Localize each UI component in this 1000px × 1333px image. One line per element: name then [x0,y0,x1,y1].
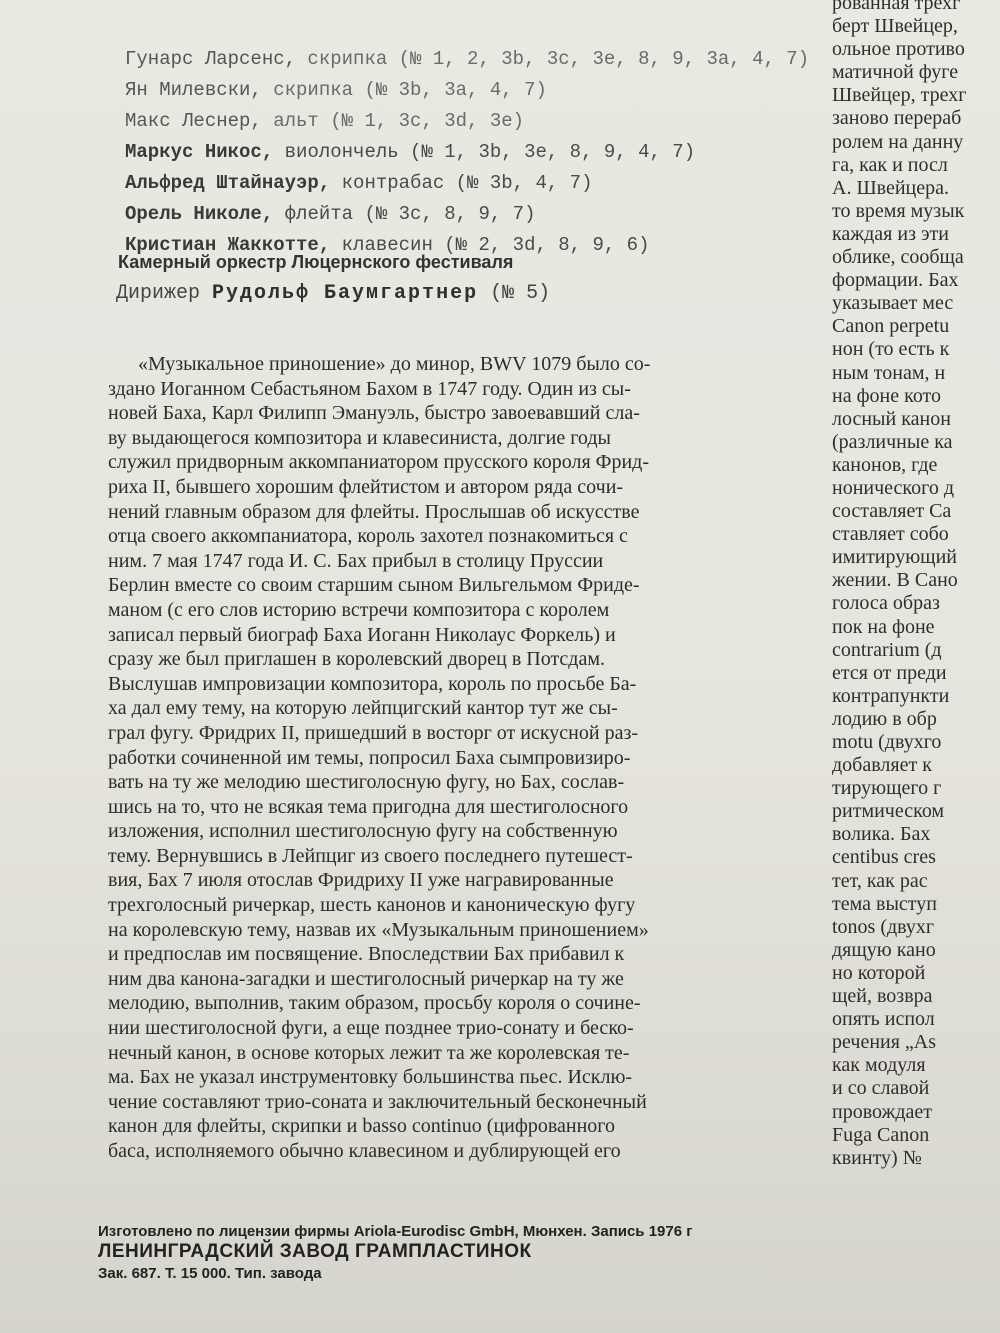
text-line: канон для флейты, скрипки и basso continuo (цифрованного [108,1115,616,1138]
performer-row [125,199,825,230]
text-line: на фоне кото [832,384,942,407]
text-line: Швейцер, трехг [832,84,967,107]
performer-name: Ян Милевски, [125,79,262,101]
text-line: нечный канон, в основе которых лежит та же королевская те- [108,1041,630,1064]
text-line: добавляет к [832,754,932,777]
performer-instrument-works: клавесин (№ 2, 3d, 8, 9, 6) [330,234,650,256]
text-line: лосный канон [832,407,951,430]
performer-row [125,75,825,106]
text-line: ным тонам, н [832,361,946,384]
text-line: тема выступ [832,892,937,915]
text-line: ритмическом [832,800,945,823]
text-line: (различные ка [832,430,953,453]
text-line: ется от преди [832,661,947,684]
text-line: матичной фуге [832,61,959,84]
text-line: вия, Бах 7 июля отослав Фридриху II уже награвированные [108,869,614,892]
text-line: мелодию, выполнив, таким образом, просьбу короля о сочине- [108,992,641,1015]
license-line: Изготовлено по лицензии фирмы Ariola-Eurodisc GmbH, Мюнхен. Запись 1976 г [98,1223,693,1240]
text-line: Canon perpetu [832,315,950,338]
performer-instrument-works: контрабас (№ 3b, 4, 7) [330,172,593,194]
text-line: маном (с его слов историю встречи композитора с королем [108,598,610,621]
text-line: Fuga Canon [832,1123,930,1146]
text-line: тет, как рас [832,869,928,892]
text-line: вать на ту же мелодию шестиголосную фугу, но Бах, сослав- [108,771,625,794]
performer-name: Альфред Штайнауэр, [125,172,331,194]
text-line: нии шестиголосной фуги, а еще позднее трио-сонату и беско- [108,1017,634,1040]
text-line: «Музыкальное приношение» до минор, BWV 1079 было со- [108,353,651,375]
text-line: шись на то, что не всякая тема пригодна для шестиголосного [108,795,629,818]
text-line: баса, исполняемого обычно клавесином и дублирующей его [108,1140,621,1162]
text-line: речения „As [832,1031,937,1054]
performer-name: Кристиан Жаккотте, [125,234,331,256]
text-line: motu (двухго [832,731,942,753]
text-line: облике, сообща [832,246,964,269]
conductor-line [116,282,550,305]
text-line: новей Баха, Карл Филипп Эмануэль, быстро завоевавший сла- [108,402,640,425]
text-line: тирующего г [832,777,942,800]
text-line: на королевскую тему, назвав их «Музыкальным приношением» [108,918,649,941]
text-line: служил придворным аккомпаниатором прусского короля Фрид- [108,451,650,474]
text-line: жении. В Сано [832,569,958,592]
text-line: здано Иоганном Себастьяном Бахом в 1747 году. Один из сы- [108,377,631,400]
text-line: рованная трехг [832,0,961,14]
performer-instrument-works: виолончель (№ 1, 3b, 3e, 8, 9, 4, 7) [273,141,696,163]
conductor-label: Дирижер [116,282,201,305]
text-line: сразу же был приглашен в королевский дворец в Потсдам. [108,648,606,671]
text-line: заново перераб [832,107,962,130]
performer-row [125,44,825,75]
text-line: ним. 7 мая 1747 года И. С. Бах прибыл в столицу Пруссии [108,549,604,572]
text-line: tonos (двухг [832,915,935,938]
performer-row [125,106,825,137]
text-line: нонического д [832,476,955,499]
orchestra-name: Камерный оркестр Люцернского фестиваля [118,252,514,272]
conductor-name: Рудольф Баумгартнер [212,282,479,305]
text-line: как модуля [832,1054,926,1077]
text-line: грал фугу. Фридрих II, пришедший в восторг от искусной раз- [108,721,639,744]
performer-row [125,168,825,199]
text-line: то время музык [832,199,965,222]
text-line: щей, возвра [832,985,933,1008]
text-line: но которой [832,961,926,984]
text-line: ма. Бах не указал инструментовку большинства пьес. Исклю- [108,1066,633,1089]
performer-instrument-works: скрипка (№ 1, 2, 3b, 3c, 3e, 8, 9, 3a, 4, 7) [296,48,810,70]
text-line: канонов, где [832,453,938,476]
text-line: провождает [832,1100,932,1123]
text-line: волика. Бах [832,823,931,846]
liner-notes-right-column [832,0,1000,1170]
text-line: чение составляют трио-соната и заключительный бесконечный [108,1090,647,1113]
text-line: составляет Са [832,500,952,523]
text-line: нон (то есть к [832,338,950,361]
text-line: формации. Бах [832,269,959,292]
conductor-works: (№ 5) [490,282,551,305]
factory-name: ЛЕНИНГРАДСКИЙ ЗАВОД ГРАМПЛАСТИНОК [98,1241,532,1262]
text-line: ольное противо [832,38,965,61]
text-line: ву выдающегося композитора и клавесиниста, долгие годы [108,426,611,449]
text-line: трехголосный ричеркар, шесть канонов и каноническую фугу [108,894,636,917]
performer-instrument-works: скрипка (№ 3b, 3a, 4, 7) [261,79,547,101]
text-line: записал первый биограф Баха Иоганн Николаус Форкель) и [108,623,616,646]
text-line: изложения, исполнил шестиголосную фугу на собственную [108,820,618,843]
performer-name: Макс Леснер, [125,110,262,132]
text-line: голоса образ [832,592,940,615]
liner-notes-main-column [108,352,828,1164]
text-line: ролем на данну [832,130,964,153]
text-line: лодию в обр [832,707,937,730]
performer-name: Гунарс Ларсенс, [125,48,297,70]
text-line: контрапункти [832,684,950,707]
performer-instrument-works: альт (№ 1, 3c, 3d, 3e) [261,110,525,132]
text-line: риха II, бывшего хорошим флейтистом и автором ряда сочи- [108,475,624,498]
text-line: А. Швейцера. [832,176,949,199]
text-line: ха дал ему тему, на которую лейпцигский кантор тут же сы- [108,697,618,720]
text-line: квинту) № [832,1146,922,1169]
print-order-line: Зак. 687. Т. 15 000. Тип. завода [98,1265,322,1282]
text-line: и предпослав им посвящение. Впоследствии Бах прибавил к [108,943,625,966]
text-line: пок на фоне [832,615,935,638]
text-line: га, как и посл [832,153,948,176]
performer-instrument-works: флейта (№ 3c, 8, 9, 7) [273,203,536,225]
text-line: отца своего аккомпаниатора, король захотел познакомиться с [108,525,628,548]
text-line: Берлин вместе со своим старшим сыном Вильгельмом Фриде- [108,574,640,597]
text-line: работки сочиненной им темы, попросил Баха сымпровизиро- [108,746,631,769]
text-line: тему. Вернувшись в Лейпциг из своего последнего путешест- [108,844,633,867]
text-line: опять испол [832,1008,935,1031]
text-line: centibus cres [832,846,936,869]
performer-name: Маркус Никос, [125,141,274,163]
colophon [98,1222,1000,1284]
text-line: Выслушав импровизации композитора, король по просьбе Ба- [108,672,637,695]
text-line: ним два канона-загадки и шестиголосный ричеркар на ту же [108,967,624,990]
performer-row [125,137,825,168]
text-line: каждая из эти [832,222,949,245]
text-line: указывает мес [832,292,954,315]
performer-name: Орель Николе, [125,203,274,225]
text-line: дящую кано [832,938,936,961]
text-line: имитирующий [832,546,957,569]
text-line: contrarium (д [832,638,942,661]
performer-list [125,44,825,261]
text-line: ставляет собо [832,523,949,546]
text-line: и со славой [832,1077,930,1100]
text-line: нений главным образом для флейты. Прослышав об искусстве [108,500,640,523]
text-line: берт Швейцер, [832,15,958,38]
